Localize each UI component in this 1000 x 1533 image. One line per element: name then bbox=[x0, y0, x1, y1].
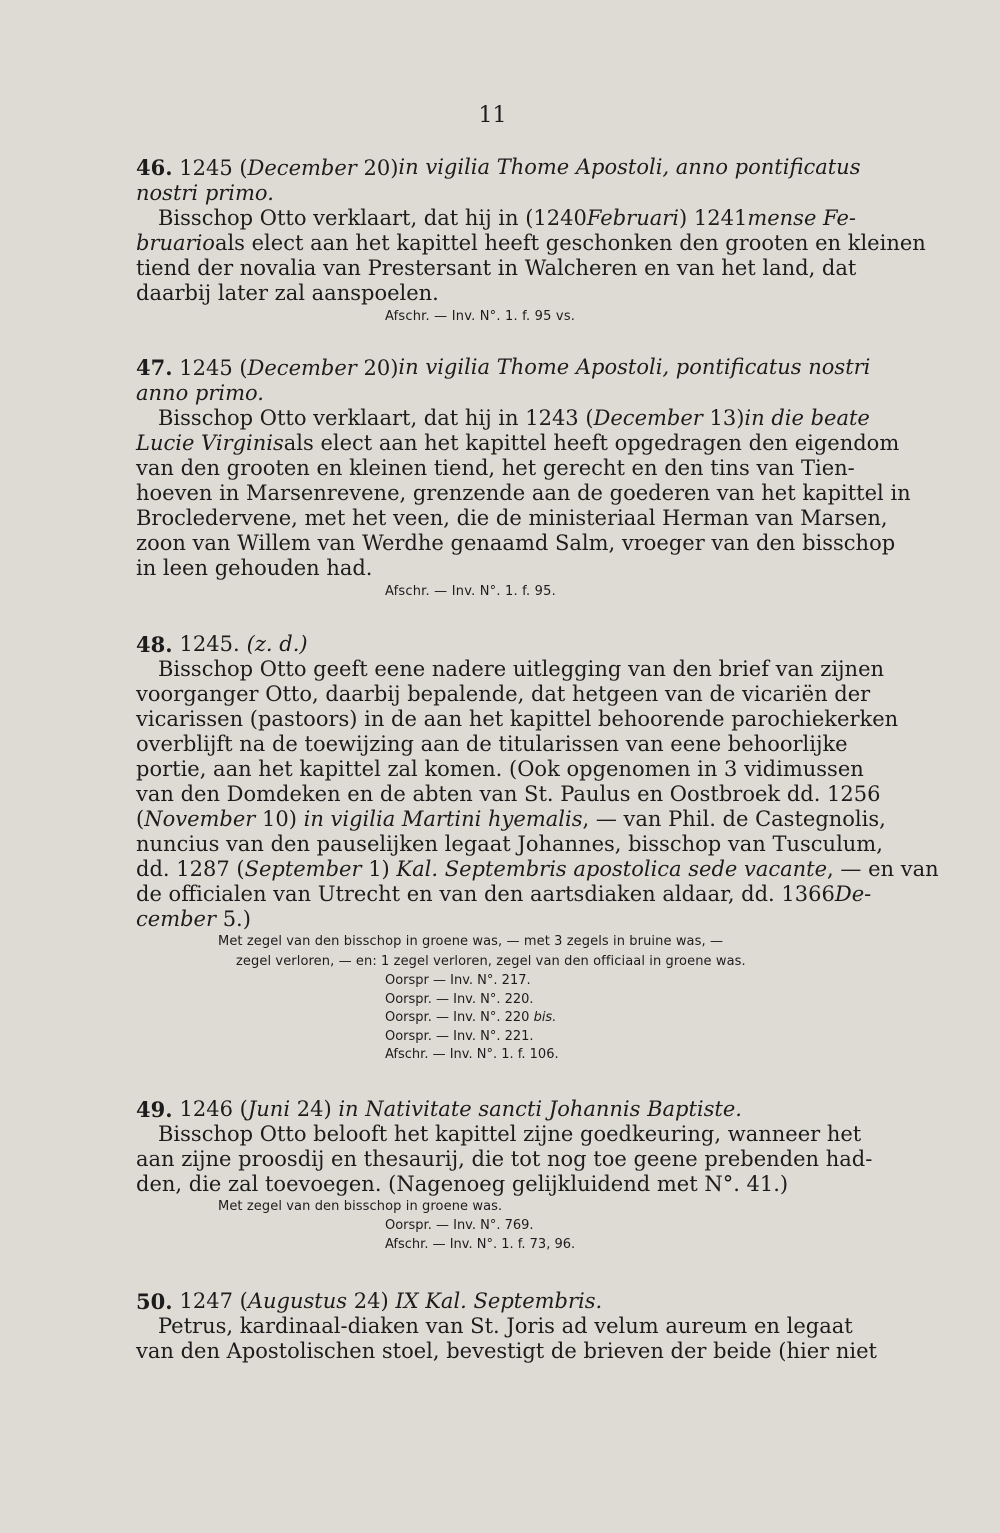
source-reference: Oorspr. — Inv. N°. 220. bbox=[385, 991, 534, 1007]
seal-note: Met zegel van den bisschop in groene was, — met 3 zegels in bruine was, — bbox=[218, 934, 724, 949]
source-reference: Oorspr. — Inv. N°. 221. bbox=[385, 1028, 534, 1044]
entry-number: 50. bbox=[136, 1289, 173, 1314]
seal-note: zegel verloren, — en: 1 zegel verloren, zegel van den officiaal in groene was. bbox=[236, 954, 746, 969]
seal-note: Met zegel van den bisschop in groene was. bbox=[218, 1199, 503, 1214]
entry-49: 49. 1246 (Juni 24) in Nativitate sancti Johannis Baptiste. Bisschop Otto belooft het kapittel zijne goedkeuring, wanneer het aan zijne proosdij en thesaurij, die tot nog toe geene prebenden had- den, die zal toevoegen. (Nagenoeg gelijkluidend met N°. 41.) Met zegel van den bisschop in groene was. Oorspr. — Inv. N°. 769. Afschr. — Inv. N°. 1. f. 73, 96. bbox=[136, 1097, 852, 1254]
source-reference: Afschr. — Inv. N°. 1. f. 95 vs. bbox=[385, 309, 576, 324]
entry-46: 46. 1245 (December 20) in vigilia Thome Apostoli, anno pontificatus nostri primo. Bisschop Otto verklaart, dat hij in (1240 Februari ) 1241 mense Fe- bruario als elect aan het kapittel heeft geschonken den grooten en kleinen tiend der novalia van Prestersant in Walcheren en van het land, dat daarbij later zal aanspoelen. Afschr. — Inv. N°. 1. f. 95 vs. bbox=[136, 155, 852, 327]
entry-50: 50. 1247 (Augustus 24) IX Kal. Septembris. Petrus, kardinaal-diaken van St. Joris ad velum aureum en legaat van den Apostolischen stoel, bevestigt de brieven der beide (hier niet bbox=[136, 1289, 877, 1363]
source-list bbox=[136, 1217, 852, 1254]
source-list bbox=[136, 972, 852, 1065]
entry-47: 47. 1245 (December 20) in vigilia Thome Apostoli, pontificatus nostri anno primo. Bisschop Otto verklaart, dat hij in 1243 (December 13) in die beate Lucie Virginis als elect aan het kapittel heeft opgedragen den eigendom van den grooten en kleinen tiend, het gerecht en den tins van Tien- hoeven in Marsenrevene, grenzende aan de goederen van het kapittel in Brocledervene, met het veen, die de ministeriaal Herman van Marsen, zoon van Willem van Werdhe genaamd Salm, vroeger van den bisschop in leen gehouden had. Afschr. — Inv. N°. 1. f. 95. bbox=[136, 355, 852, 602]
source-reference: Afschr. — Inv. N°. 1. f. 106. bbox=[385, 1047, 559, 1062]
entry-number: 48. bbox=[136, 632, 173, 657]
source-reference: Oorspr. — Inv. N°. 220 bis. bbox=[385, 1010, 557, 1025]
entry-number: 47. bbox=[136, 355, 173, 380]
page-number: 11 bbox=[478, 103, 507, 128]
source-reference: Afschr. — Inv. N°. 1. f. 73, 96. bbox=[385, 1236, 576, 1252]
source-reference: Oorspr — Inv. N°. 217. bbox=[385, 973, 531, 988]
entry-number: 46. bbox=[136, 155, 173, 180]
entry-48: 48. 1245. (z. d.) Bisschop Otto geeft eene nadere uitlegging van den brief van zijnen voorganger Otto, daarbij bepalende, dat hetgeen van de vicariën der vicarissen (pastoors) in de aan het kapittel behoorende parochiekerken overblijft na de toewijzing aan de titularissen van eene behoorlijke portie, aan het kapittel zal komen. (Ook opgenomen in 3 vidimussen van den Domdeken en de abten van St. Paulus en Oostbroek dd. 1256 (November 10) in vigilia Martini hyemalis , — van Phil. de Castegnolis, nuncius van den pauselijken legaat Johannes, bisschop van Tusculum, dd. 1287 (September 1) Kal. Septembris apostolica sede vacante , — en van de officialen van Utrecht en van den aartsdiaken aldaar, dd. 1366 De- cember 5.) Met zegel van den bisschop in groene was, — met 3 zegels in bruine was, — zegel verloren, — en: 1 zegel verloren, zegel van den officiaal in groene was. Oorspr — Inv. N°. 217. Oorspr. — Inv. N°. 220. Oorspr. — Inv. N°. 220 bis. Oorspr. — Inv. N°. 221. Afschr. — Inv. N°. 1. f. 106. bbox=[136, 632, 852, 1065]
source-reference: Oorspr. — Inv. N°. 769. bbox=[385, 1218, 534, 1233]
source-reference: Afschr. — Inv. N°. 1. f. 95. bbox=[385, 584, 556, 599]
entry-number: 49. bbox=[136, 1097, 173, 1122]
